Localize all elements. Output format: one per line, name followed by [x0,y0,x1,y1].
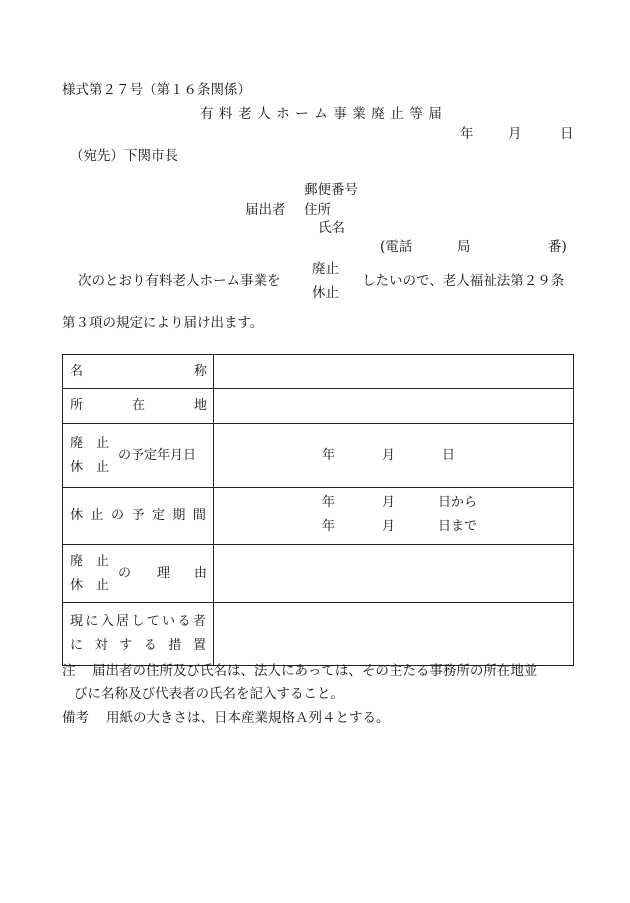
option-suspend: 休止 [312,285,339,301]
planned-date-value-cell[interactable]: 年 月 日 [214,424,574,488]
table-row-planned-date [63,424,574,488]
phone-open-label: (電話 [380,239,413,255]
postal-code-label: 郵便番号 [304,182,358,198]
location-value-cell[interactable] [214,389,574,424]
option-abolish: 廃止 [312,261,339,277]
remark-label: 備考 [62,710,89,726]
note-line1: 届出者の住所及び氏名は、法人にあっては、その主たる事務所の所在地並 [92,663,538,679]
period-value-cell[interactable]: 年 月 日から 年 月 日まで [214,488,574,545]
table-row-location [63,389,574,424]
phone-exchange-label: 局 [457,239,471,255]
date-month-label: 月 [508,126,522,142]
statement-line2: 第３項の規定により届け出ます。 [62,315,264,331]
date-day-label: 日 [560,126,574,142]
notifier-label: 届出者 [245,202,286,218]
notification-table [62,354,574,666]
phone-number-label: 番) [548,239,567,255]
addressee: （宛先）下関市長 [70,148,178,164]
note-label: 注 [62,663,76,679]
label-cell-location: 所 在 地 [63,389,214,424]
label-cell-period: 休 止 の 予 定 期 間 [63,488,214,545]
name-label: 氏名 [318,220,345,236]
measures-value-cell[interactable] [214,603,574,666]
table-row-measures [63,603,574,666]
label-cell-name: 名 称 [63,355,214,389]
table-row-name [63,355,574,389]
note-line2: びに名称及び代表者の氏名を記入すること。 [74,686,344,702]
label-cell-planned-date: 廃 止 休 止 の予定年月日 [63,424,214,488]
label-cell-measures: 現 に 入 居 し て い る 者 に 対 す る 措 置 [63,603,214,666]
table-row-reason [63,545,574,603]
remark-text: 用紙の大きさは、日本産業規格Ａ列４とする。 [106,710,390,726]
label-cell-reason: 廃 止 休 止 の 理 由 [63,545,214,603]
name-value-cell[interactable] [214,355,574,389]
statement-after: したいので、老人福祉法第２９条 [362,273,565,289]
date-year-label: 年 [460,126,474,142]
address-label: 住所 [304,202,331,218]
table-row-period [63,488,574,545]
document-title: 有 料 老 人 ホ ー ム 事 業 廃 止 等 届 [200,106,442,122]
statement-before: 次のとおり有料老人ホーム事業を [78,273,281,289]
form-number: 様式第２７号（第１６条関係） [62,82,251,98]
reason-value-cell[interactable] [214,545,574,603]
